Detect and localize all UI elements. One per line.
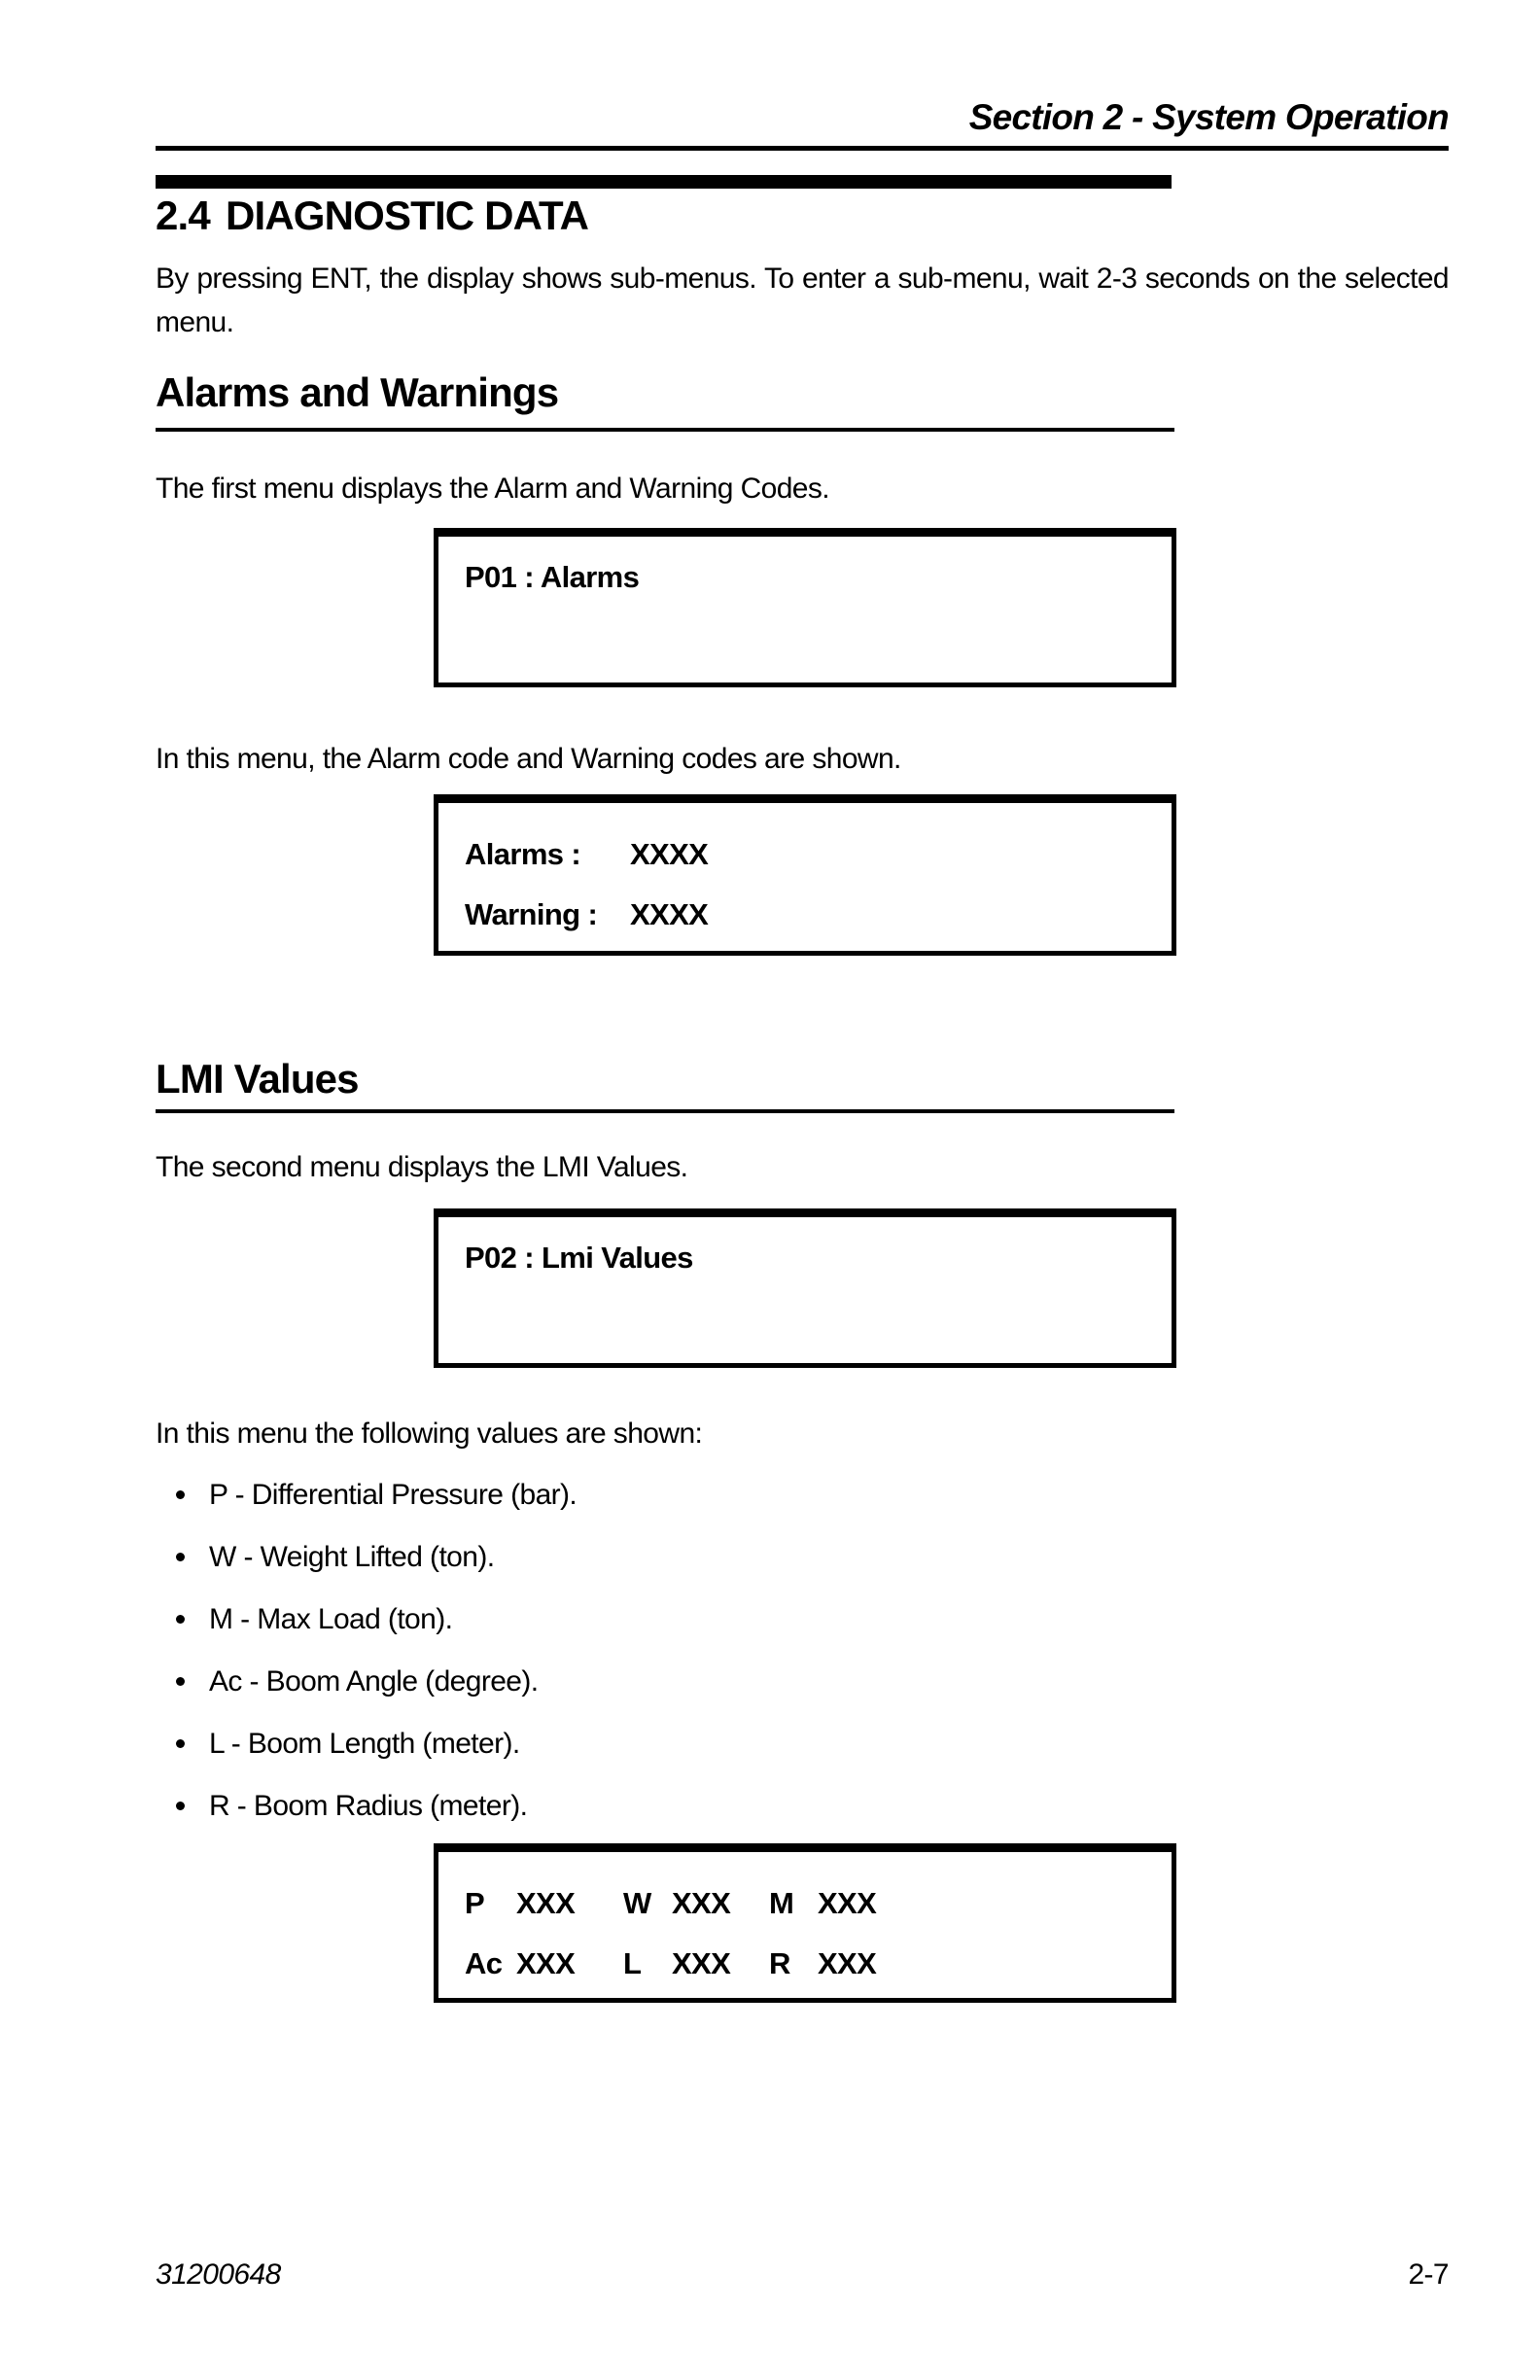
- list-item-text: Ac - Boom Angle (degree).: [209, 1664, 539, 1698]
- footer-doc-number: 31200648: [156, 2258, 281, 2291]
- list-item: [156, 1712, 1449, 1774]
- lmi-token: XXX: [818, 1946, 877, 1980]
- lmi-token: XXX: [672, 1886, 731, 1920]
- lmi-token: XXX: [516, 1946, 576, 1980]
- list-item: [156, 1525, 1449, 1588]
- bullet-icon: [176, 1802, 185, 1810]
- bullet-icon: [176, 1490, 185, 1499]
- lmi-token: W: [623, 1886, 651, 1920]
- section-heading-bar: [156, 175, 1172, 189]
- lmi-token: M: [769, 1886, 794, 1920]
- warning-code-row: [465, 885, 1172, 945]
- lmi-token: L: [623, 1946, 642, 1980]
- lmi-values-list: [156, 1463, 1449, 1837]
- footer-page-number: 2-7: [1408, 2258, 1449, 2291]
- lcd-screen-p02-title: P02 : Lmi Values: [465, 1241, 693, 1275]
- lcd-screen-lmi-display: [434, 1843, 1176, 2003]
- list-item: [156, 1774, 1449, 1837]
- subheading-lmi-values: LMI Values: [156, 1056, 359, 1102]
- running-header-title: Section 2 - System Operation: [968, 97, 1449, 137]
- lmi-token: XXX: [818, 1886, 877, 1920]
- intro-paragraph: By pressing ENT, the display shows sub-menus. To enter a sub-menu, wait 2-3 seconds on the selected menu.: [156, 262, 1449, 338]
- bullet-icon: [176, 1553, 185, 1561]
- lmi-paragraph-1: The second menu displays the LMI Values.: [156, 1151, 688, 1183]
- list-item-text: L - Boom Length (meter).: [209, 1727, 520, 1760]
- section-number: 2.4: [156, 192, 210, 238]
- subheading-rule-2: [156, 1109, 1174, 1113]
- list-item: [156, 1650, 1449, 1712]
- list-item: [156, 1463, 1449, 1525]
- warning-code-label: Warning :: [465, 897, 598, 931]
- lmi-token: P: [465, 1886, 485, 1920]
- bullet-icon: [176, 1615, 185, 1624]
- subheading-alarms-warnings: Alarms and Warnings: [156, 369, 559, 415]
- list-item-text: M - Max Load (ton).: [209, 1602, 453, 1635]
- lmi-display-line-2: [465, 1934, 1172, 1994]
- lmi-token: XXX: [672, 1946, 731, 1980]
- alarms-paragraph-2: In this menu, the Alarm code and Warning codes are shown.: [156, 743, 901, 775]
- lcd-screen-p01: [434, 528, 1176, 687]
- section-title: DIAGNOSTIC DATA: [226, 192, 589, 238]
- list-item-text: R - Boom Radius (meter).: [209, 1789, 528, 1822]
- alarms-paragraph-1: The first menu displays the Alarm and Warning Codes.: [156, 472, 830, 505]
- list-item-text: P - Differential Pressure (bar).: [209, 1478, 578, 1511]
- alarm-code-label: Alarms :: [465, 837, 581, 871]
- alarm-code-value: XXXX: [630, 837, 709, 871]
- lmi-token: R: [769, 1946, 790, 1980]
- lmi-token: XXX: [516, 1886, 576, 1920]
- lmi-token: Ac: [465, 1946, 503, 1980]
- lcd-screen-p01-title: P01 : Alarms: [465, 560, 640, 594]
- warning-code-value: XXXX: [630, 897, 709, 931]
- bullet-icon: [176, 1739, 185, 1748]
- lmi-paragraph-2: In this menu the following values are shown:: [156, 1418, 703, 1450]
- section-heading: [156, 192, 1449, 239]
- alarm-code-row: [465, 824, 1172, 885]
- lmi-display-line-1: [465, 1873, 1172, 1934]
- list-item-text: W - Weight Lifted (ton).: [209, 1540, 495, 1573]
- lcd-screen-p02: [434, 1208, 1176, 1368]
- header-rule: [156, 146, 1449, 151]
- list-item: [156, 1588, 1449, 1650]
- bullet-icon: [176, 1677, 185, 1686]
- lcd-screen-alarm-codes: [434, 794, 1176, 956]
- subheading-rule-1: [156, 428, 1174, 432]
